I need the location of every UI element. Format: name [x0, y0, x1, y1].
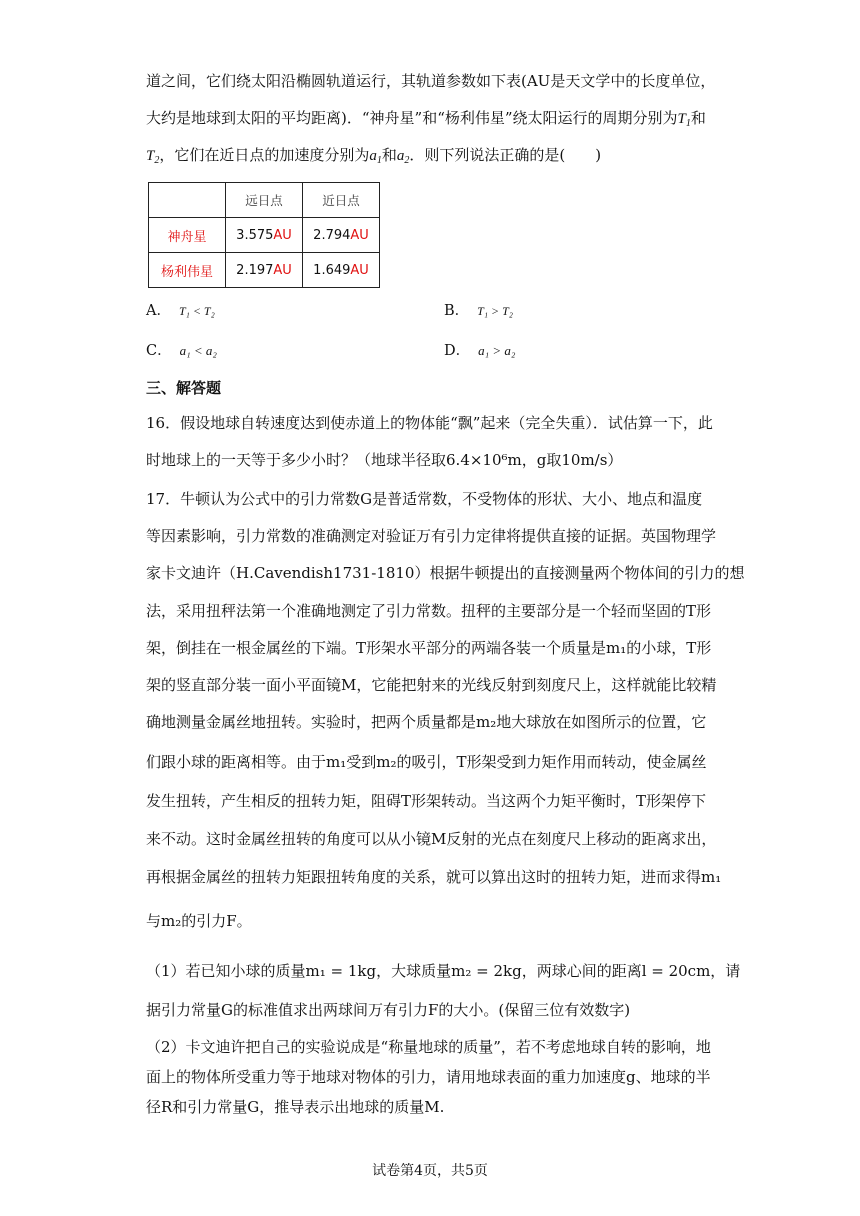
q17-sub1-line-2: 据引力常量G的标准值求出两球间万有引力F的大小。(保留三位有效数字)	[146, 1001, 631, 1019]
intro-line-3: $T_2$，它们在近日点的加速度分别为$a_1$和$a_2$．则下列说法正确的是( )	[146, 146, 602, 166]
q16-line-2: 时地球上的一天等于多少小时？（地球半径取6.4×10⁶m，g取10m/s）	[146, 451, 623, 469]
section-title: 三、解答题	[146, 379, 222, 397]
q17-line: 17．牛顿认为公式中的引力常数G是普适常数，不受物体的形状、大小、地点和温度	[146, 490, 703, 508]
q17-line: 家卡文迪许（H.Cavendish1731-1810）根据牛顿提出的直接测量两个物体间的引力的想	[146, 564, 745, 582]
intro-line-1: 道之间，它们绕太阳沿椭圆轨道运行，其轨道参数如下表(AU是天文学中的长度单位，	[146, 72, 716, 90]
star-name-cell: 杨利伟星	[149, 253, 226, 288]
q17-sub2-line-3: 径R和引力常量G，推导表示出地球的质量M.	[146, 1098, 445, 1116]
q17-line: 们跟小球的距离相等。由于m₁受到m₂的吸引，T形架受到力矩作用而转动，使金属丝	[146, 753, 707, 771]
q16-line-1: 16．假设地球自转速度达到使赤道上的物体能“飘”起来（完全失重）．试估算一下，此	[146, 414, 713, 432]
perihelion-cell: 1.649AU	[303, 253, 380, 288]
table-header-cell: 近日点	[303, 183, 380, 218]
q17-line: 来不动。这时金属丝扭转的角度可以从小镜M反射的光点在刻度尺上移动的距离求出，	[146, 830, 717, 848]
aphelion-cell: 2.197AU	[226, 253, 303, 288]
q17-line: 发生扭转，产生相反的扭转力矩，阻碍T形架转动。当这两个力矩平衡时，T形架停下	[146, 792, 707, 810]
page-footer: 试卷第4页，共5页	[372, 1163, 488, 1179]
table-header-row	[149, 183, 380, 218]
aphelion-cell: 3.575AU	[226, 218, 303, 253]
star-name-cell: 神舟星	[149, 218, 226, 253]
table-row	[149, 253, 380, 288]
q17-sub1-line-1: （1）若已知小球的质量m₁ = 1kg，大球质量m₂ = 2kg，两球心间的距离l = 20cm，请	[146, 962, 741, 980]
q17-line: 法，采用扭秤法第一个准确地测定了引力常数。扭秤的主要部分是一个轻而坚固的T形	[146, 602, 712, 620]
orbit-parameter-table	[148, 182, 380, 288]
q17-sub2-line-1: （2）卡文迪许把自己的实验说成是“称量地球的质量”，若不考虑地球自转的影响，地	[146, 1038, 711, 1056]
option-b[interactable]: B． T₁ > T₂	[444, 303, 513, 319]
q17-line: 架的竖直部分装一面小平面镜M，它能把射来的光线反射到刻度尺上，这样就能比较精	[146, 676, 717, 694]
q17-line: 确地测量金属丝地扭转。实验时，把两个质量都是m₂地大球放在如图所示的位置，它	[146, 713, 707, 731]
q17-line: 架，倒挂在一根金属丝的下端。T形架水平部分的两端各装一个质量是m₁的小球，T形	[146, 639, 712, 657]
q17-line: 等因素影响，引力常数的准确测定对验证万有引力定律将提供直接的证据。英国物理学	[146, 527, 717, 545]
option-a[interactable]: A． T₁ < T₂	[146, 303, 215, 319]
option-c[interactable]: C． a₁ < a₂	[146, 343, 217, 359]
table-header-cell: 远日点	[226, 183, 303, 218]
option-d[interactable]: D． a₁ > a₂	[444, 343, 516, 359]
table-header-cell	[149, 183, 226, 218]
q17-line: 与m₂的引力F。	[146, 912, 252, 930]
table-row	[149, 218, 380, 253]
perihelion-cell: 2.794AU	[303, 218, 380, 253]
q17-line: 再根据金属丝的扭转力矩跟扭转角度的关系，就可以算出这时的扭转力矩，进而求得m₁	[146, 868, 722, 886]
intro-line-2: 大约是地球到太阳的平均距离)．“神舟星”和“杨利伟星”绕太阳运行的周期分别为$T_1$和	[146, 109, 706, 129]
q17-sub2-line-2: 面上的物体所受重力等于地球对物体的引力，请用地球表面的重力加速度g、地球的半	[146, 1068, 711, 1086]
